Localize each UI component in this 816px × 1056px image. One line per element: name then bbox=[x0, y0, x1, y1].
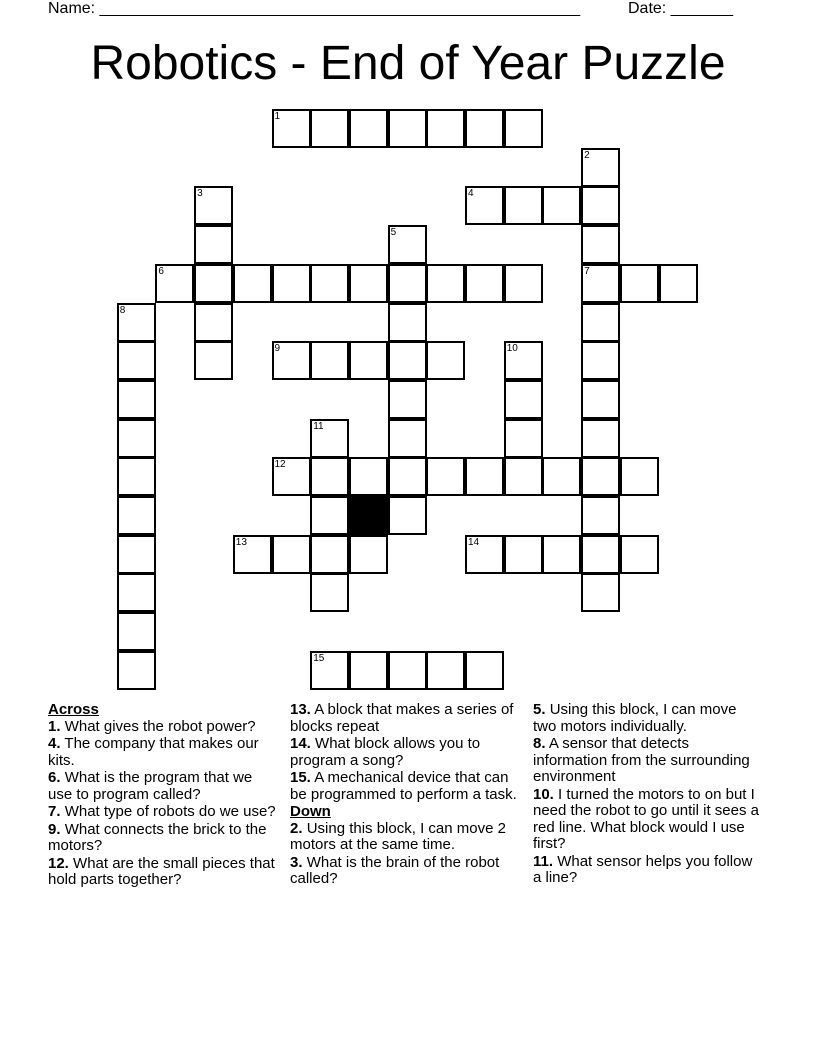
crossword-cell[interactable] bbox=[465, 264, 504, 303]
crossword-cell[interactable] bbox=[310, 341, 349, 380]
clue-text: What is the program that we use to program called? bbox=[48, 769, 253, 803]
crossword-cell[interactable] bbox=[388, 651, 427, 690]
clue-number-label: 7 bbox=[584, 265, 590, 277]
clue-across-9 bbox=[48, 822, 276, 855]
clue-text: What gives the robot power? bbox=[64, 717, 256, 735]
crossword-cell[interactable] bbox=[272, 341, 311, 380]
crossword-cell[interactable] bbox=[465, 109, 504, 148]
clue-text: A block that makes a series of blocks repeat bbox=[290, 701, 514, 735]
crossword-cell[interactable] bbox=[117, 612, 156, 651]
crossword-cell[interactable] bbox=[426, 264, 465, 303]
crossword-cell[interactable] bbox=[581, 303, 620, 342]
clue-text: What sensor helps you follow a line? bbox=[533, 852, 753, 886]
crossword-cell[interactable] bbox=[388, 496, 427, 535]
clue-number-label: 15 bbox=[313, 652, 325, 664]
crossword-cell[interactable] bbox=[388, 225, 427, 264]
clue-number-label: 5 bbox=[390, 227, 397, 239]
clue-down-3 bbox=[290, 855, 518, 888]
crossword-cell[interactable] bbox=[581, 148, 620, 187]
crossword-cell[interactable] bbox=[117, 457, 156, 496]
crossword-cell[interactable] bbox=[426, 109, 465, 148]
clue-down-10 bbox=[533, 787, 761, 853]
clue-text: I turned the motors to on but I need the robot to go until it sees a red line. What block would I use first? bbox=[533, 785, 759, 852]
crossword-cell[interactable] bbox=[581, 496, 620, 535]
crossword-cell[interactable] bbox=[504, 264, 543, 303]
clue-across-12 bbox=[48, 856, 276, 889]
crossword-cell[interactable] bbox=[117, 341, 156, 380]
page-title: Robotics - End of Year Puzzle bbox=[90, 37, 726, 90]
clue-text: What connects the brick to the motors? bbox=[48, 820, 267, 854]
crossword-cell[interactable] bbox=[504, 380, 543, 419]
crossword-cell[interactable] bbox=[117, 303, 156, 342]
clue-number-label: 10 bbox=[506, 343, 518, 355]
crossword-cell[interactable] bbox=[194, 341, 233, 380]
crossword-cell[interactable] bbox=[581, 264, 620, 303]
date-field-label: Date: _______ bbox=[628, 0, 733, 17]
crossword-cell[interactable] bbox=[504, 535, 543, 574]
clue-across-13 bbox=[290, 702, 518, 735]
crossword-cell[interactable] bbox=[465, 457, 504, 496]
clue-number-label: 2 bbox=[584, 149, 590, 161]
crossword-cell[interactable] bbox=[581, 573, 620, 612]
crossword-cell[interactable] bbox=[349, 341, 388, 380]
clue-number-label: 9 bbox=[274, 343, 281, 355]
clue-down-8 bbox=[533, 736, 761, 786]
crossword-cell[interactable] bbox=[155, 264, 194, 303]
clue-across-15 bbox=[290, 770, 518, 803]
crossword-cell[interactable] bbox=[349, 109, 388, 148]
clue-number: 13. bbox=[290, 701, 311, 718]
clue-number: 15. bbox=[290, 769, 311, 786]
crossword-cell[interactable] bbox=[310, 496, 349, 535]
clue-down-2 bbox=[290, 821, 518, 854]
crossword-cell[interactable] bbox=[388, 457, 427, 496]
crossword-cell[interactable] bbox=[504, 341, 543, 380]
crossword-cell[interactable] bbox=[310, 651, 349, 690]
crossword-cell[interactable] bbox=[426, 341, 465, 380]
crossword-cell[interactable] bbox=[620, 535, 659, 574]
clue-number: 6. bbox=[48, 769, 61, 786]
clue-number: 8. bbox=[533, 735, 546, 752]
clue-number-label: 3 bbox=[197, 188, 203, 200]
name-field-label: Name: ______________________________________________________ bbox=[48, 0, 581, 17]
clue-number: 12. bbox=[48, 854, 69, 872]
crossword-cell[interactable] bbox=[117, 573, 156, 612]
crossword-cell[interactable] bbox=[581, 535, 620, 574]
crossword-cell[interactable] bbox=[310, 573, 349, 612]
crossword-cell[interactable] bbox=[504, 109, 543, 148]
crossword-cell[interactable] bbox=[349, 535, 388, 574]
crossword-cell[interactable] bbox=[581, 457, 620, 496]
crossword-cell[interactable] bbox=[388, 303, 427, 342]
crossword-cell[interactable] bbox=[349, 457, 388, 496]
clue-across-14 bbox=[290, 736, 518, 769]
crossword-cell[interactable] bbox=[504, 457, 543, 496]
clue-text: The company that makes our kits. bbox=[48, 735, 259, 769]
crossword-cell[interactable] bbox=[542, 535, 581, 574]
clue-number-label: 4 bbox=[468, 188, 474, 200]
crossword-cell[interactable] bbox=[117, 651, 156, 690]
crossword-cell[interactable] bbox=[117, 380, 156, 419]
clue-text: A sensor that detects information from the surrounding environment bbox=[533, 735, 750, 785]
crossword-cell[interactable] bbox=[542, 457, 581, 496]
crossword-cell[interactable] bbox=[272, 457, 311, 496]
crossword-cell[interactable] bbox=[465, 186, 504, 225]
crossword-cell[interactable] bbox=[272, 109, 311, 148]
clue-across-7 bbox=[48, 804, 276, 821]
crossword-cell[interactable] bbox=[117, 535, 156, 574]
crossword-cell[interactable] bbox=[349, 651, 388, 690]
clue-across-4 bbox=[48, 736, 276, 769]
crossword-cell[interactable] bbox=[233, 535, 272, 574]
clue-text: Using this block, I can move two motors individually. bbox=[533, 701, 737, 735]
crossword-cell[interactable] bbox=[426, 651, 465, 690]
clue-number: 3. bbox=[290, 853, 303, 871]
clue-text: What is the brain of the robot called? bbox=[290, 853, 500, 887]
crossword-cell[interactable] bbox=[388, 380, 427, 419]
crossword-cell[interactable] bbox=[504, 186, 543, 225]
clue-down-11 bbox=[533, 854, 761, 887]
crossword-black-cell bbox=[349, 496, 388, 535]
crossword-cell[interactable] bbox=[388, 109, 427, 148]
crossword-cell[interactable] bbox=[581, 341, 620, 380]
crossword-cell[interactable] bbox=[388, 419, 427, 458]
clue-number-label: 8 bbox=[119, 304, 126, 316]
crossword-cell[interactable] bbox=[272, 535, 311, 574]
clue-text: A mechanical device that can be programmed to perform a task. bbox=[290, 769, 517, 803]
down-heading: Down bbox=[290, 803, 331, 820]
clue-number: 4. bbox=[48, 735, 61, 752]
crossword-cell[interactable] bbox=[388, 264, 427, 303]
crossword-cell[interactable] bbox=[620, 264, 659, 303]
clue-number: 9. bbox=[48, 820, 61, 838]
crossword-cell[interactable] bbox=[272, 264, 311, 303]
clue-column-1 bbox=[48, 702, 276, 890]
clue-number-label: 11 bbox=[313, 420, 324, 432]
across-heading: Across bbox=[48, 701, 99, 718]
clue-text: What are the small pieces that hold parts together? bbox=[48, 854, 275, 888]
crossword-cell[interactable] bbox=[542, 186, 581, 225]
crossword-cell[interactable] bbox=[117, 419, 156, 458]
clue-number: 2. bbox=[290, 819, 303, 837]
crossword-cell[interactable] bbox=[310, 419, 349, 458]
crossword-cell[interactable] bbox=[310, 109, 349, 148]
crossword-cell[interactable] bbox=[659, 264, 698, 303]
clue-text: Using this block, I can move 2 motors at the same time. bbox=[290, 819, 506, 853]
crossword-cell[interactable] bbox=[310, 535, 349, 574]
clue-number: 5. bbox=[533, 701, 546, 718]
clue-number: 11. bbox=[533, 852, 554, 870]
crossword-cell[interactable] bbox=[310, 264, 349, 303]
crossword-cell[interactable] bbox=[581, 186, 620, 225]
clue-text: What block allows you to program a song? bbox=[290, 735, 481, 769]
clue-number-label: 6 bbox=[158, 265, 164, 277]
clue-number: 14. bbox=[290, 735, 311, 752]
clue-down-5 bbox=[533, 702, 761, 735]
crossword-cell[interactable] bbox=[233, 264, 272, 303]
crossword-cell[interactable] bbox=[620, 457, 659, 496]
crossword-cell[interactable] bbox=[117, 496, 156, 535]
crossword-cell[interactable] bbox=[194, 303, 233, 342]
crossword-cell[interactable] bbox=[504, 419, 543, 458]
crossword-cell[interactable] bbox=[465, 651, 504, 690]
clue-number-label: 1 bbox=[274, 111, 281, 122]
clue-number-label: 13 bbox=[235, 536, 247, 548]
crossword-cell[interactable] bbox=[581, 380, 620, 419]
crossword-cell[interactable] bbox=[194, 264, 233, 303]
clue-number: 7. bbox=[48, 803, 61, 820]
clue-across-1 bbox=[48, 719, 276, 736]
clue-text: What type of robots do we use? bbox=[64, 803, 276, 820]
crossword-cell[interactable] bbox=[581, 225, 620, 264]
crossword-cell[interactable] bbox=[426, 457, 465, 496]
clue-across-6 bbox=[48, 770, 276, 803]
crossword-cell[interactable] bbox=[194, 225, 233, 264]
clue-number: 1. bbox=[48, 717, 61, 735]
clue-column-2 bbox=[290, 702, 518, 889]
crossword-cell[interactable] bbox=[388, 341, 427, 380]
crossword-cell[interactable] bbox=[349, 264, 388, 303]
crossword-cell[interactable] bbox=[310, 457, 349, 496]
clue-number: 10. bbox=[533, 785, 554, 803]
clue-number-label: 12 bbox=[274, 459, 286, 471]
crossword-cell[interactable] bbox=[581, 419, 620, 458]
clue-number-label: 14 bbox=[468, 536, 480, 548]
crossword-cell[interactable] bbox=[194, 186, 233, 225]
clue-column-3 bbox=[533, 702, 761, 888]
crossword-cell[interactable] bbox=[465, 535, 504, 574]
